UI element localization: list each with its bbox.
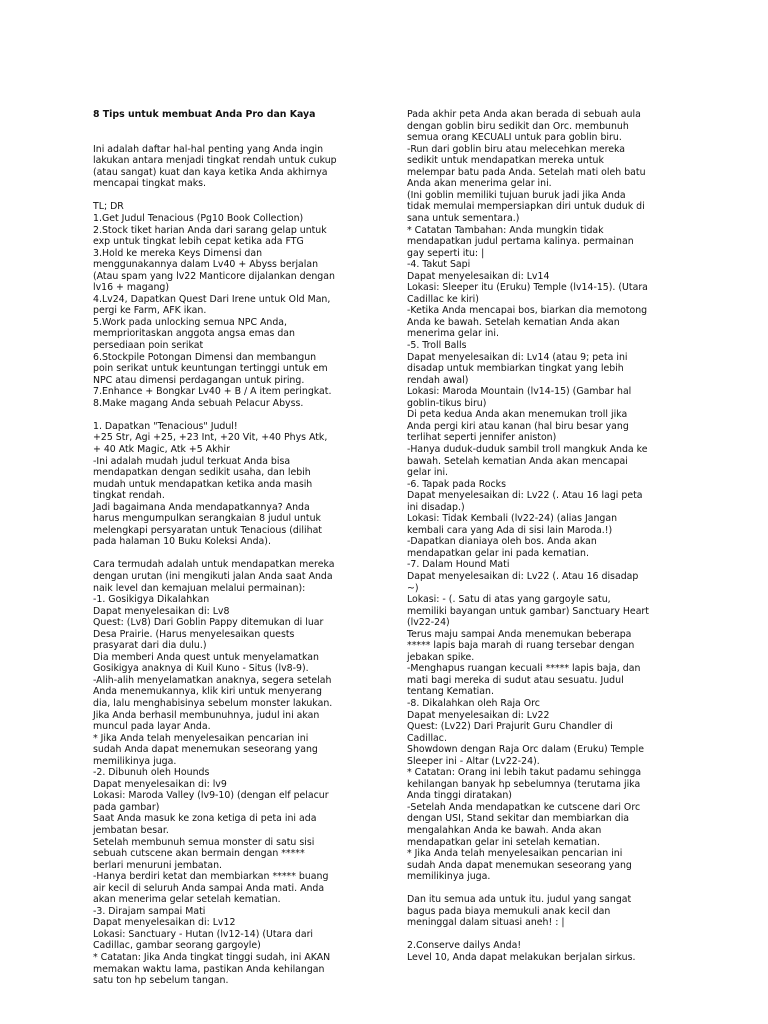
text-line: sana untuk sementara.) <box>407 213 520 225</box>
text-line: Pada akhir peta Anda akan berada di sebuah aula <box>407 109 641 121</box>
text-line <box>407 929 675 941</box>
document-title: 8 Tips untuk membuat Anda Pro dan Kaya <box>93 109 316 121</box>
text-line: (lv22-24) <box>407 617 450 629</box>
text-line: Lokasi: - (. Satu di atas yang gargoyle satu, <box>407 594 611 606</box>
text-line: tentang Kematian. <box>407 686 494 698</box>
text-line: ***** lapis baja marah di ruang tersebar dengan <box>407 640 635 652</box>
text-line: 3.Hold ke mereka Keys Dimensi dan <box>93 247 263 259</box>
text-line: memilikinya juga. <box>93 755 177 767</box>
text-line: -Menghapus ruangan kecuali ***** lapis baja, dan <box>407 663 641 675</box>
text-line: ~) <box>407 582 419 594</box>
text-line: (Ini goblin memiliki tujuan buruk jadi jika Anda <box>407 189 626 201</box>
text-line: pada gambar) <box>93 801 160 813</box>
text-line: -8. Dikalahkan oleh Raja Orc <box>407 697 540 709</box>
text-line: -Ini adalah mudah judul terkuat Anda bisa <box>93 455 291 467</box>
text-line: bawah. Setelah kematian Anda akan mencapai <box>407 455 628 467</box>
text-line: muncul pada layar Anda. <box>93 721 211 733</box>
text-line: Dapat menyelesaikan di: lv9 <box>93 778 227 790</box>
text-line: -2. Dibunuh oleh Hounds <box>93 767 210 779</box>
text-line: Dapat menyelesaikan di: Lv12 <box>93 917 236 929</box>
text-line: harus mengumpulkan serangkaian 8 judul untuk <box>93 513 321 525</box>
text-line: -1. Gosikigya Dikalahkan <box>93 594 210 606</box>
text-line: Lokasi: Sleeper itu (Eruku) Temple (lv14-15). (Utara <box>407 282 648 294</box>
text-line: akan menerima gelar setelah kematian. <box>93 894 281 906</box>
text-line: lv16 + magang) <box>93 282 170 294</box>
text-line: -6. Tapak pada Rocks <box>407 478 506 490</box>
text-line: (Atau spam yang lv22 Manticore dijalankan dengan <box>93 270 335 282</box>
text-line: -4. Takut Sapi <box>407 259 471 271</box>
text-line: 5.Work pada unlocking semua NPC Anda, <box>93 316 287 328</box>
text-line: * Jika Anda telah menyelesaikan pencarian ini <box>93 732 309 744</box>
text-line: goblin-tikus biru) <box>407 397 487 409</box>
text-line: air kecil di seluruh Anda sampai Anda mati. Anda <box>93 882 325 894</box>
text-line: NPC atau dimensi perdagangan untuk piring. <box>93 374 305 386</box>
text-line: -3. Dirajam sampai Mati <box>93 905 206 917</box>
text-line: -Alih-alih menyelamatkan anaknya, segera setelah <box>93 674 332 686</box>
text-line: Cadillac ke kiri) <box>407 293 479 305</box>
text-line: -Run dari goblin biru atau melecehkan mereka <box>407 143 626 155</box>
text-line: -Ketika Anda mencapai bos, biarkan dia memotong <box>407 305 648 317</box>
text-line: melempar batu pada Anda. Setelah mati oleh batu <box>407 166 646 178</box>
text-line: jebakan spike. <box>407 651 475 663</box>
text-line: memakan waktu lama, pastikan Anda kehilangan <box>93 963 325 975</box>
left-column <box>93 86 398 1010</box>
text-line: mudah untuk mendapatkan ketika anda masih <box>93 478 313 490</box>
text-line: -Hanya duduk-duduk sambil troll mangkuk Anda ke <box>407 443 648 455</box>
text-line: Showdown dengan Raja Orc dalam (Eruku) Temple <box>407 744 645 756</box>
text-line: Dia memberi Anda quest untuk menyelamatkan <box>93 651 319 663</box>
text-line: naik level dan kemajuan melalui permainan): <box>93 582 306 594</box>
text-line: Anda akan menerima gelar ini. <box>407 178 552 190</box>
text-line: Jadi bagaimana Anda mendapatkannya? Anda <box>93 501 310 513</box>
text-line: Sleeper ini - Altar (Lv22-24). <box>407 755 540 767</box>
text-line: sudah Anda dapat menemukan seseorang yang <box>407 859 632 871</box>
text-line: meninggal dalam situasi aneh! : | <box>407 917 565 929</box>
text-line: Lokasi: Tidak Kembali (lv22-24) (alias Jangan <box>407 513 618 525</box>
text-line: TL; DR <box>93 201 124 213</box>
text-line: gay seperti itu: | <box>407 247 485 259</box>
text-line: mencapai tingkat maks. <box>93 178 207 190</box>
text-line: sebuah cutscene akan bermain dengan ***** <box>93 848 305 860</box>
text-line: * Catatan: Orang ini lebih takut padamu sehingga <box>407 767 642 779</box>
text-line: menerima gelar ini. <box>407 328 499 340</box>
text-line: mati bagi mereka di sudut atau sesuatu. Judul <box>407 674 624 686</box>
text-line: memilikinya juga. <box>407 871 491 883</box>
text-line <box>407 883 675 895</box>
text-line: sedikit untuk mendapatkan mereka untuk <box>407 155 604 167</box>
text-line: rendah awal) <box>407 374 469 386</box>
text-line: 7.Enhance + Bongkar Lv40 + B / A item peringkat. <box>93 386 332 398</box>
text-line: pada halaman 10 Buku Koleksi Anda). <box>93 536 271 548</box>
text-line: Anda menemukannya, klik kiri untuk menyerang <box>93 686 322 698</box>
right-column <box>407 86 675 987</box>
text-line: Quest: (Lv22) Dari Prajurit Guru Chandler di <box>407 721 613 733</box>
text-line: Lokasi: Maroda Mountain (lv14-15) (Gambar hal <box>407 386 632 398</box>
text-line: melengkapi persyaratan untuk Tenacious (dilihat <box>93 524 322 536</box>
text-line: jembatan besar. <box>93 825 169 836</box>
text-line: -Dapatkan dianiaya oleh bos. Anda akan <box>407 536 597 548</box>
text-line: tingkat rendah. <box>93 490 165 502</box>
text-line: (atau sangat) kuat dan kaya ketika Anda akhirnya <box>93 166 328 178</box>
text-line: dia, lalu menghabisinya sebelum monster lakukan. <box>93 697 333 709</box>
text-line <box>93 548 398 560</box>
text-line: Anda tinggi diratakan) <box>407 790 512 802</box>
text-line: mendapatkan gelar ini pada kematian. <box>407 547 589 559</box>
text-line: Level 10, Anda dapat melakukan berjalan sirkus. <box>407 952 636 964</box>
text-line: Terus maju sampai Anda menemukan beberapa <box>407 628 632 640</box>
text-line: sudah Anda dapat menemukan seseorang yang <box>93 744 318 756</box>
text-line: lakukan antara menjadi tingkat rendah untuk cukup <box>93 155 337 167</box>
text-line: * Catatan: Jika Anda tingkat tinggi sudah, ini AKAN <box>93 952 331 964</box>
text-line <box>93 190 398 202</box>
text-line: Dapat menyelesaikan di: Lv22 (. Atau 16 lagi peta <box>407 490 643 502</box>
text-line: 6.Stockpile Potongan Dimensi dan membangun <box>93 351 317 363</box>
text-line: memiliki bayangan untuk gambar) Sanctuary Heart <box>407 605 649 617</box>
text-line: gelar ini. <box>407 467 449 479</box>
text-line: -5. Troll Balls <box>407 340 467 352</box>
text-line: dengan urutan (ini mengikuti jalan Anda saat Anda <box>93 570 333 582</box>
text-line: Dan itu semua ada untuk itu. judul yang sangat <box>407 894 632 906</box>
text-line: * Jika Anda telah menyelesaikan pencarian ini <box>407 848 623 860</box>
text-line: Quest: (Lv8) Dari Goblin Pappy ditemukan di luar <box>93 617 324 629</box>
text-line: exp untuk tingkat lebih cepat ketika ada FTG <box>93 236 304 248</box>
text-line: Lokasi: Sanctuary - Hutan (lv12-14) (Utara dari <box>93 928 314 940</box>
text-line: + 40 Atk Magic, Atk +5 Akhir <box>93 443 230 455</box>
text-line: Dapat menyelesaikan di: Lv22 <box>407 709 550 721</box>
text-line: Ini adalah daftar hal-hal penting yang Anda ingin <box>93 143 324 155</box>
text-line: terlihat seperti jennifer aniston) <box>407 432 557 444</box>
text-line: mengalahkan Anda ke bawah. Anda akan <box>407 825 602 836</box>
text-line: ini disadap.) <box>407 501 465 513</box>
text-line: Anda ke bawah. Setelah kematian Anda akan <box>407 316 620 328</box>
text-line: pergi ke Farm, AFK ikan. <box>93 305 207 317</box>
text-line: -7. Dalam Hound Mati <box>407 559 510 571</box>
text-line: 8.Make magang Anda sebuah Pelacur Abyss. <box>93 397 304 409</box>
text-line: dengan USI, Stand sekitar dan membiarkan dia <box>407 813 630 825</box>
text-line: Dapat menyelesaikan di: Lv22 (. Atau 16 disadap <box>407 570 639 582</box>
text-line: mendapatkan dengan sedikit usaha, dan lebih <box>93 467 311 479</box>
text-line: kembali cara yang Ada di sisi lain Maroda.!) <box>407 524 613 536</box>
text-line: Desa Prairie. (Harus menyelesaikan quests <box>93 628 295 640</box>
text-line: prasyarat dari dia dulu.) <box>93 640 207 652</box>
text-line: Anda pergi kiri atau kanan (hal biru besar yang <box>407 420 629 432</box>
text-line: Cadillac. <box>407 732 447 744</box>
text-line: 2.Conserve dailys Anda! <box>407 940 522 952</box>
text-line: mendapatkan gelar ini setelah kematian. <box>407 836 600 848</box>
left-column-body <box>93 144 398 987</box>
text-line: Gosikigya anaknya di Kuil Kuno - Situs (lv8-9). <box>93 663 309 675</box>
right-column-body <box>407 109 675 963</box>
text-line: * Catatan Tambahan: Anda mungkin tidak <box>407 224 604 236</box>
text-line: satu ton hp sebelum tangan. <box>93 975 229 987</box>
text-line: dengan goblin biru sedikit dan Orc. membunuh <box>407 120 629 132</box>
text-line: bagus pada biaya memukuli anak kecil dan <box>407 905 611 917</box>
text-line: Lokasi: Maroda Valley (lv9-10) (dengan elf pelacur <box>93 790 329 802</box>
text-line: mendapatkan judul pertama kalinya. permainan <box>407 236 634 248</box>
text-line: Cara termudah adalah untuk mendapatkan mereka <box>93 559 335 571</box>
text-line: menggunakannya dalam Lv40 + Abyss berjalan <box>93 259 319 271</box>
text-line: -Hanya berdiri ketat dan membiarkan ***** buang <box>93 871 329 883</box>
text-line: berlari menuruni jembatan. <box>93 859 223 871</box>
text-line: Dapat menyelesaikan di: Lv14 (atau 9; peta ini <box>407 351 628 363</box>
text-line: persediaan poin serikat <box>93 340 204 352</box>
text-line: 1. Dapatkan "Tenacious" Judul! <box>93 420 238 432</box>
text-line: Dapat menyelesaikan di: Lv14 <box>407 270 550 282</box>
text-line: Jika Anda berhasil membunuhnya, judul ini akan <box>93 709 320 721</box>
text-line: 2.Stock tiket harian Anda dari sarang gelap untuk <box>93 224 327 236</box>
text-line: Dapat menyelesaikan di: Lv8 <box>93 605 230 617</box>
text-line: kehilangan banyak hp sebelumnya (terutama jika <box>407 778 641 790</box>
text-line: Di peta kedua Anda akan menemukan troll jika <box>407 409 628 421</box>
text-line: semua orang KECUALI untuk para goblin biru. <box>407 132 622 144</box>
text-line: tidak memulai mempersiapkan diri untuk duduk di <box>407 201 645 213</box>
text-line: 1.Get Judul Tenacious (Pg10 Book Collection) <box>93 213 304 225</box>
text-line: +25 Str, Agi +25, +23 Int, +20 Vit, +40 Phys Atk, <box>93 432 328 444</box>
text-line: disadap untuk membiarkan tingkat yang lebih <box>407 363 624 375</box>
text-line: Saat Anda masuk ke zona ketiga di peta ini ada <box>93 813 317 825</box>
text-line <box>93 409 398 421</box>
text-line: -Setelah Anda mendapatkan ke cutscene dari Orc <box>407 801 641 813</box>
text-line: poin serikat untuk keuntungan tertinggi untuk em <box>93 363 328 375</box>
text-line: memprioritaskan anggota angsa emas dan <box>93 328 295 340</box>
text-line: Cadillac, gambar seorang gargoyle) <box>93 940 261 952</box>
text-line: Setelah membunuh semua monster di satu sisi <box>93 836 315 848</box>
text-line: 4.Lv24, Dapatkan Quest Dari Irene untuk Old Man, <box>93 293 331 305</box>
